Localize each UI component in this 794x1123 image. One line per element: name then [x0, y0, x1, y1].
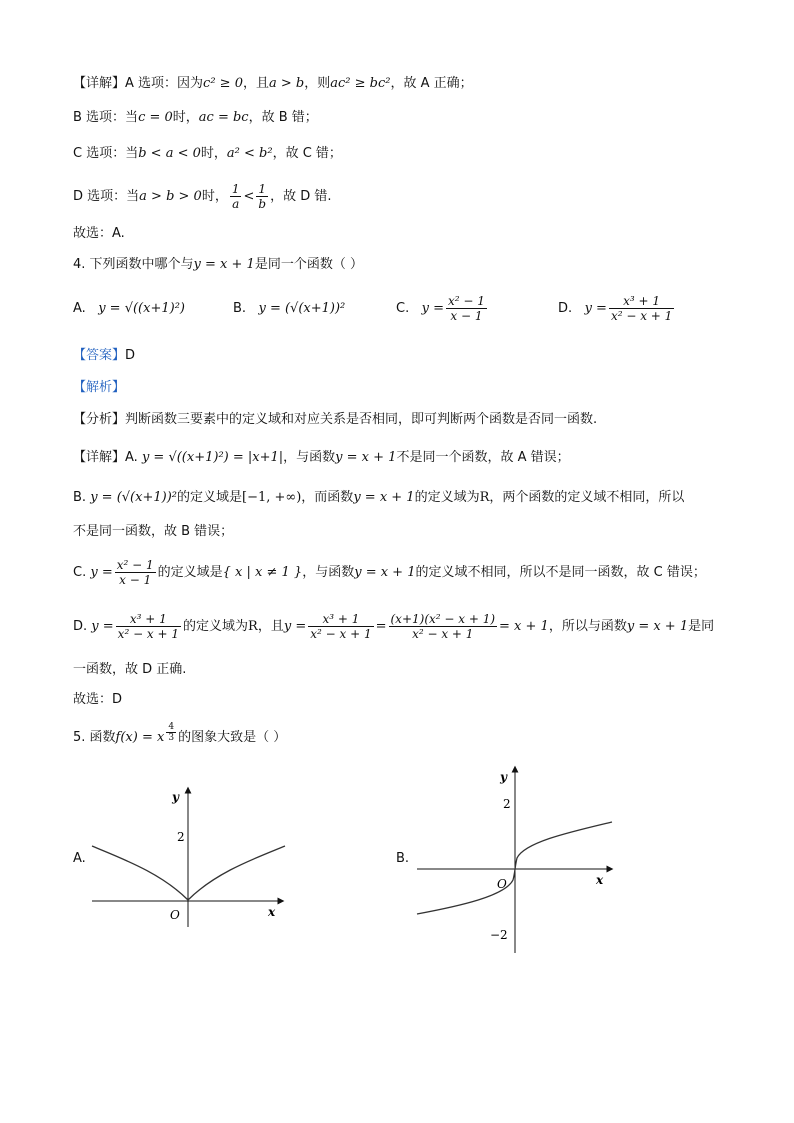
- detail-tag: 【详解】: [73, 76, 126, 91]
- denominator: x² − x + 1: [412, 627, 474, 641]
- math: y = x + 1: [626, 619, 689, 634]
- text: 时，: [200, 146, 227, 161]
- text: C.: [73, 565, 87, 580]
- denominator: x² − x + 1: [117, 627, 180, 641]
- math: R: [479, 490, 490, 505]
- text: 时，: [172, 110, 199, 125]
- denominator: 3: [168, 733, 175, 743]
- denominator: x² − x + 1: [610, 309, 673, 323]
- denominator: b: [258, 197, 267, 211]
- option-label: B.: [233, 301, 247, 316]
- text: ，且: [242, 76, 269, 91]
- math: ac = bc: [198, 110, 249, 125]
- text: D.: [73, 619, 88, 634]
- text: 是同: [688, 619, 715, 634]
- math: y = x + 1: [354, 565, 416, 580]
- fenxi-tag: 【分析】: [73, 412, 126, 427]
- text: 的定义域为: [414, 490, 480, 505]
- denominator: x − 1: [119, 573, 152, 587]
- text: 时，: [201, 189, 228, 204]
- text: 的定义域不相同，所以不是同一函数，故 C 错误；: [415, 565, 706, 580]
- numerator: 1: [256, 182, 268, 197]
- text: C 选项：当: [73, 146, 139, 161]
- graph-b-tick-neg2: −2: [490, 928, 508, 942]
- math: =: [375, 619, 387, 634]
- q4-detail-d-line2: 一函数，故 D 正确.: [73, 662, 187, 677]
- math: y =: [421, 301, 444, 316]
- text: B.: [73, 490, 87, 505]
- math: y = √((x+1)²): [98, 301, 185, 316]
- math: y =: [283, 619, 307, 634]
- math: y =: [90, 565, 113, 580]
- denominator: x² − x + 1: [310, 627, 372, 641]
- option-label: D.: [558, 301, 573, 316]
- graph-b-x-label: x: [596, 873, 604, 887]
- graph-b-y-label: y: [500, 770, 507, 784]
- denominator: x − 1: [450, 309, 483, 323]
- text: 不是同一个函数，故 A 错误；: [396, 450, 570, 465]
- option-label: C.: [396, 301, 410, 316]
- q4-detail-b-line2: 不是同一函数，故 B 错误；: [73, 524, 234, 539]
- text: ，则: [304, 76, 331, 91]
- q4-choice: 故选：D: [73, 692, 123, 707]
- math: { x | x ≠ 1 }: [222, 565, 303, 580]
- q4-analysis-tag: 【解析】: [73, 380, 126, 395]
- math: y = (√(x+1))²: [90, 490, 177, 505]
- graph-b-origin: O: [497, 877, 507, 891]
- numerator: x³ + 1: [116, 612, 181, 627]
- numerator: x³ + 1: [308, 612, 373, 627]
- text: 5. 函数: [73, 730, 116, 745]
- option-label: A.: [73, 301, 86, 316]
- text: 的定义域为: [183, 619, 249, 634]
- numerator: 4: [168, 722, 175, 732]
- math: [−1, +∞): [242, 490, 302, 505]
- graph-a-x-label: x: [268, 905, 276, 919]
- math: f(x) = x: [115, 730, 165, 745]
- text: 的图象大致是（ ）: [178, 730, 287, 745]
- q5-graph-b-label: B.: [396, 851, 410, 866]
- text: ，而函数: [301, 490, 354, 505]
- q3-detail-d-line: D 选项：当a > b > 0时， $\frac{1}{a}$ < $\frac{1}{b}$ ，故 D 错.: [73, 182, 332, 211]
- math: b < a < 0: [138, 146, 201, 161]
- q3-choice: 故选：A.: [73, 226, 125, 241]
- answer-tag: 【答案】: [73, 348, 126, 363]
- text: 是同一个函数（ ）: [254, 257, 363, 272]
- math: a > b: [268, 76, 305, 91]
- math: y = x + 1: [335, 450, 397, 465]
- text: ，故 C 错；: [272, 146, 342, 161]
- text: ，与函数: [283, 450, 336, 465]
- text: 的定义域是: [157, 565, 223, 580]
- text: ，故 A 正确；: [390, 76, 473, 91]
- text: 的定义域是: [176, 490, 242, 505]
- graph-a-tick-2: 2: [177, 830, 185, 844]
- numerator: x³ + 1: [609, 294, 674, 309]
- numerator: x² − 1: [448, 294, 485, 308]
- text: ，且: [257, 619, 284, 634]
- text: ，故 B 错；: [248, 110, 318, 125]
- text: A 选项：因为: [125, 76, 204, 91]
- numerator: (x+1)(x² − x + 1): [390, 612, 496, 626]
- numerator: 1: [231, 182, 240, 196]
- graph-a-origin: O: [170, 908, 180, 922]
- math: a² < b²: [226, 146, 273, 161]
- math: a > b > 0: [139, 189, 202, 204]
- graph-a-y-label: y: [172, 790, 179, 804]
- math: y =: [584, 301, 607, 316]
- answer-value: D: [125, 348, 136, 363]
- text: 判断函数三要素中的定义域和对应关系是否相同，即可判断两个函数是否同一函数.: [125, 412, 598, 427]
- math: ac² ≥ bc²: [330, 76, 391, 91]
- math: y = √((x+1)²) = |x+1|: [141, 450, 284, 465]
- math: = x + 1: [499, 619, 549, 634]
- text: ，所以与函数: [548, 619, 627, 634]
- detail-tag: 【详解】: [73, 450, 126, 465]
- math: y = (√(x+1))²: [258, 301, 346, 316]
- text: 4. 下列函数中哪个与: [73, 257, 194, 272]
- graph-b-tick-2: 2: [503, 797, 511, 811]
- math: c = 0: [138, 110, 173, 125]
- q5-graph-a-label: A.: [73, 851, 86, 866]
- text: ，两个函数的定义域不相同，所以: [489, 490, 685, 505]
- text: A.: [125, 450, 138, 465]
- text: B 选项：当: [73, 110, 139, 125]
- denominator: a: [232, 197, 240, 211]
- math: R: [248, 619, 258, 634]
- numerator: x² − 1: [116, 558, 154, 572]
- text: ，与函数: [302, 565, 355, 580]
- math: y = x + 1: [353, 490, 415, 505]
- math: y =: [91, 619, 114, 634]
- text: ，故 D 错.: [270, 189, 332, 204]
- text: D 选项：当: [73, 189, 140, 204]
- math: y = x + 1: [193, 257, 255, 272]
- math: c² ≥ 0: [203, 76, 243, 91]
